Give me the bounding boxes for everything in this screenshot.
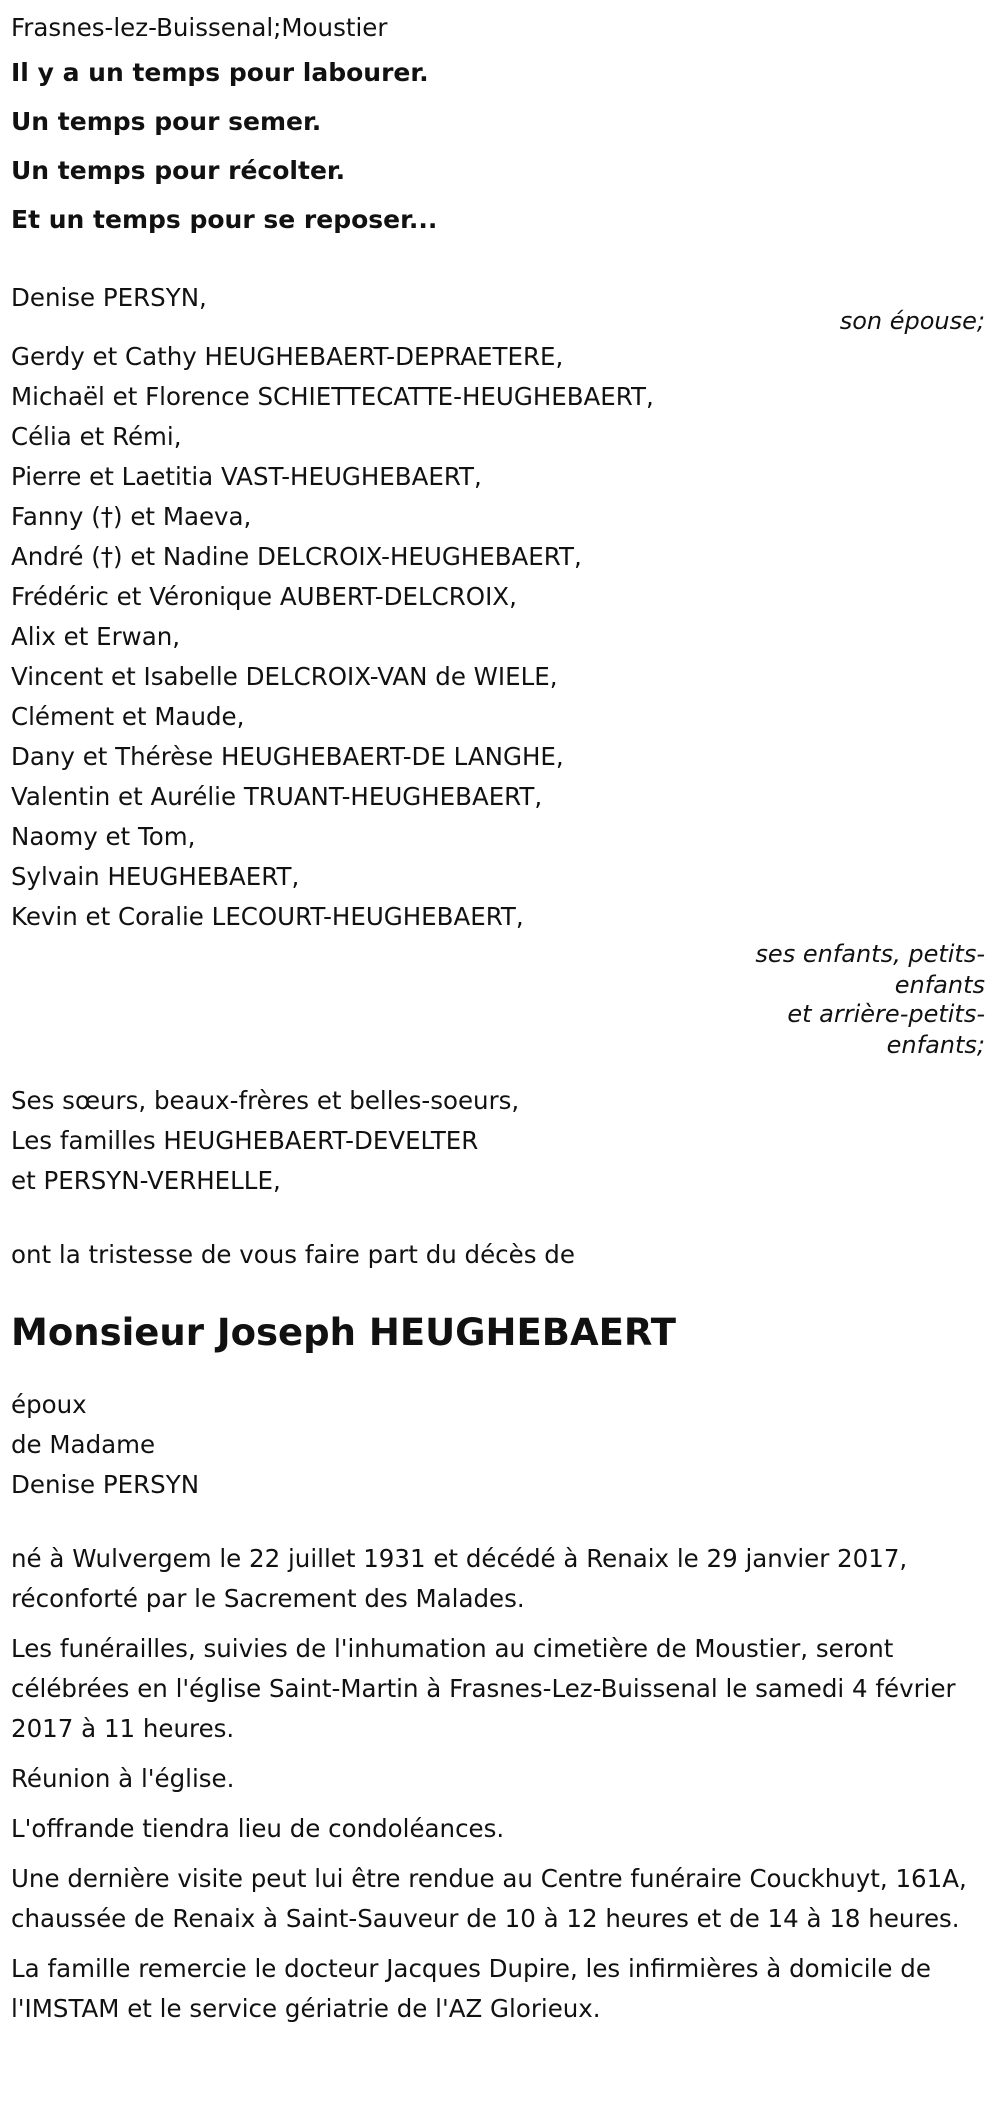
spouse-of-line: époux: [11, 1390, 87, 1419]
list-item: et PERSYN-VERHELLE,: [11, 1166, 281, 1195]
deceased-name: Monsieur Joseph HEUGHEBAERT: [11, 1311, 676, 1354]
spouse-of-line: Denise PERSYN: [11, 1470, 200, 1499]
announcement: ont la tristesse de vous faire part du décès de: [11, 1240, 575, 1269]
paragraph: Réunion à l'église.: [11, 1764, 235, 1793]
list-item: Naomy et Tom,: [11, 822, 196, 851]
paragraph: L'offrande tiendra lieu de condoléances.: [11, 1814, 505, 1843]
obituary-notice: [11, 8, 989, 2039]
list-item: André (†) et Nadine DELCROIX-HEUGHEBAERT,: [11, 542, 582, 571]
list-item: Alix et Erwan,: [11, 622, 181, 651]
list-item: Vincent et Isabelle DELCROIX-VAN de WIELE,: [11, 662, 558, 691]
paragraph: Les funérailles, suivies de l'inhumation au cimetière de Moustier, seront célébrées en l'église Saint-Martin à Frasnes-Lez-Buissenal le samedi 4 février 2017 à 11 heures.: [11, 1634, 956, 1743]
children-list: [11, 337, 989, 937]
list-item: Gerdy et Cathy HEUGHEBAERT-DEPRAETERE,: [11, 342, 564, 371]
poem: [11, 48, 989, 244]
paragraph: La famille remercie le docteur Jacques Dupire, les infirmières à domicile de l'IMSTAM et le service gériatrie de l'AZ Glorieux.: [11, 1954, 931, 2023]
list-item: Frédéric et Véronique AUBERT-DELCROIX,: [11, 582, 517, 611]
poem-line: Il y a un temps pour labourer.: [11, 58, 429, 87]
spouse-of: [11, 1385, 989, 1505]
list-item: Valentin et Aurélie TRUANT-HEUGHEBAERT,: [11, 782, 543, 811]
list-item: Dany et Thérèse HEUGHEBAERT-DE LANGHE,: [11, 742, 564, 771]
paragraph: Une dernière visite peut lui être rendue au Centre funéraire Couckhuyt, 161A, chaussée de Renaix à Saint-Sauveur de 10 à 12 heures et de 14 à 18 heures.: [11, 1864, 967, 1933]
list-item: Fanny (†) et Maeva,: [11, 502, 252, 531]
poem-line: Un temps pour semer.: [11, 107, 322, 136]
location-line: Frasnes-lez-Buissenal;Moustier: [11, 13, 388, 42]
list-item: Les familles HEUGHEBAERT-DEVELTER: [11, 1126, 479, 1155]
children-role-1: ses enfants, petits-enfants: [755, 940, 985, 999]
spouse-name: Denise PERSYN,: [11, 283, 207, 312]
list-item: Ses sœurs, beaux-frères et belles-soeurs,: [11, 1086, 520, 1115]
list-item: Michaël et Florence SCHIETTECATTE-HEUGHEBAERT,: [11, 382, 654, 411]
list-item: Pierre et Laetitia VAST-HEUGHEBAERT,: [11, 462, 482, 491]
list-item: Célia et Rémi,: [11, 422, 182, 451]
list-item: Sylvain HEUGHEBAERT,: [11, 862, 300, 891]
spouse-role: son épouse;: [839, 307, 985, 335]
relatives-list: [11, 1081, 989, 1201]
spouse-of-line: de Madame: [11, 1430, 156, 1459]
children-role-2: et arrière-petits-enfants;: [787, 1000, 985, 1059]
list-item: Clément et Maude,: [11, 702, 245, 731]
poem-line: Et un temps pour se reposer...: [11, 205, 438, 234]
poem-line: Un temps pour récolter.: [11, 156, 346, 185]
details: [11, 1539, 989, 2029]
list-item: Kevin et Coralie LECOURT-HEUGHEBAERT,: [11, 902, 524, 931]
paragraph: né à Wulvergem le 22 juillet 1931 et décédé à Renaix le 29 janvier 2017, réconforté par le Sacrement des Malades.: [11, 1544, 908, 1613]
